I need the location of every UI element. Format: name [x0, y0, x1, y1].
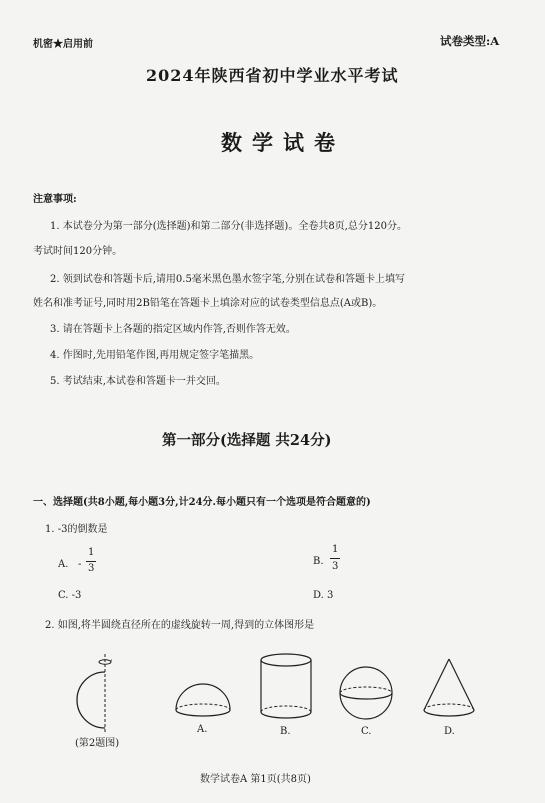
q1-option-a-denominator: 3	[88, 563, 95, 574]
part-one-heading: 第一部分(选择题 共24分)	[162, 432, 332, 449]
confidentiality-mark: 机密★启用前	[33, 39, 93, 50]
section-one-heading: 一、选择题(共8小题,每小题3分,计24分.每小题只有一个选项是符合题意的)	[33, 497, 371, 508]
q2-option-b: B.	[280, 726, 291, 737]
q1-option-a-label: A.	[58, 559, 69, 570]
q1-option-a-sign: -	[78, 559, 82, 570]
hemisphere-shape	[172, 680, 234, 718]
semicircle-figure	[70, 652, 130, 737]
q1-option-d: D. 3	[313, 590, 334, 601]
note-line: 2. 领到试卷和答题卡后,请用0.5毫米黑色墨水签字笔,分别在试卷和答题卡上填写	[50, 274, 405, 285]
fraction-bar	[86, 561, 96, 562]
q1-option-b-label: B.	[313, 556, 324, 567]
q2-option-d: D.	[444, 726, 455, 737]
cone-shape	[420, 656, 478, 722]
note-line: 5. 考试结束,本试卷和答题卡一并交回。	[50, 376, 226, 387]
cylinder-shape	[255, 652, 317, 722]
note-line: 考试时间120分钟。	[33, 246, 123, 257]
fraction-bar	[330, 558, 340, 559]
q2-option-c: C.	[361, 726, 372, 737]
note-line: 3. 请在答题卡上各题的指定区域内作答,否则作答无效。	[50, 324, 296, 335]
q1-option-b-denominator: 3	[332, 561, 339, 572]
note-line: 4. 作图时,先用铅笔作图,再用规定签字笔描黑。	[50, 350, 260, 361]
question-2-stem: 2. 如图,将半圆绕直径所在的虚线旋转一周,得到的立体图形是	[45, 620, 315, 631]
question-1-stem: 1. -3的倒数是	[45, 524, 108, 535]
paper-type-label: 试卷类型:A	[440, 34, 500, 48]
q2-option-a: A.	[197, 724, 208, 735]
note-line: 姓名和准考证号,同时用2B铅笔在答题卡上填涂对应的试卷类型信息点(A或B)。	[33, 298, 383, 309]
sphere-shape	[337, 664, 395, 722]
notes-heading: 注意事项:	[33, 194, 77, 205]
q1-option-a-numerator: 1	[88, 547, 95, 558]
page-footer: 数学试卷A 第1页(共8页)	[200, 774, 311, 785]
exam-title: 2024年陕西省初中学业水平考试	[146, 66, 399, 85]
subject-title: 数学试卷	[221, 130, 345, 155]
note-line: 1. 本试卷分为第一部分(选择题)和第二部分(非选择题)。全卷共8页,总分120分。	[50, 221, 407, 232]
q1-option-c: C. -3	[58, 590, 82, 601]
q2-figure-caption: (第2题图)	[75, 738, 120, 749]
q1-option-b-numerator: 1	[332, 544, 339, 555]
